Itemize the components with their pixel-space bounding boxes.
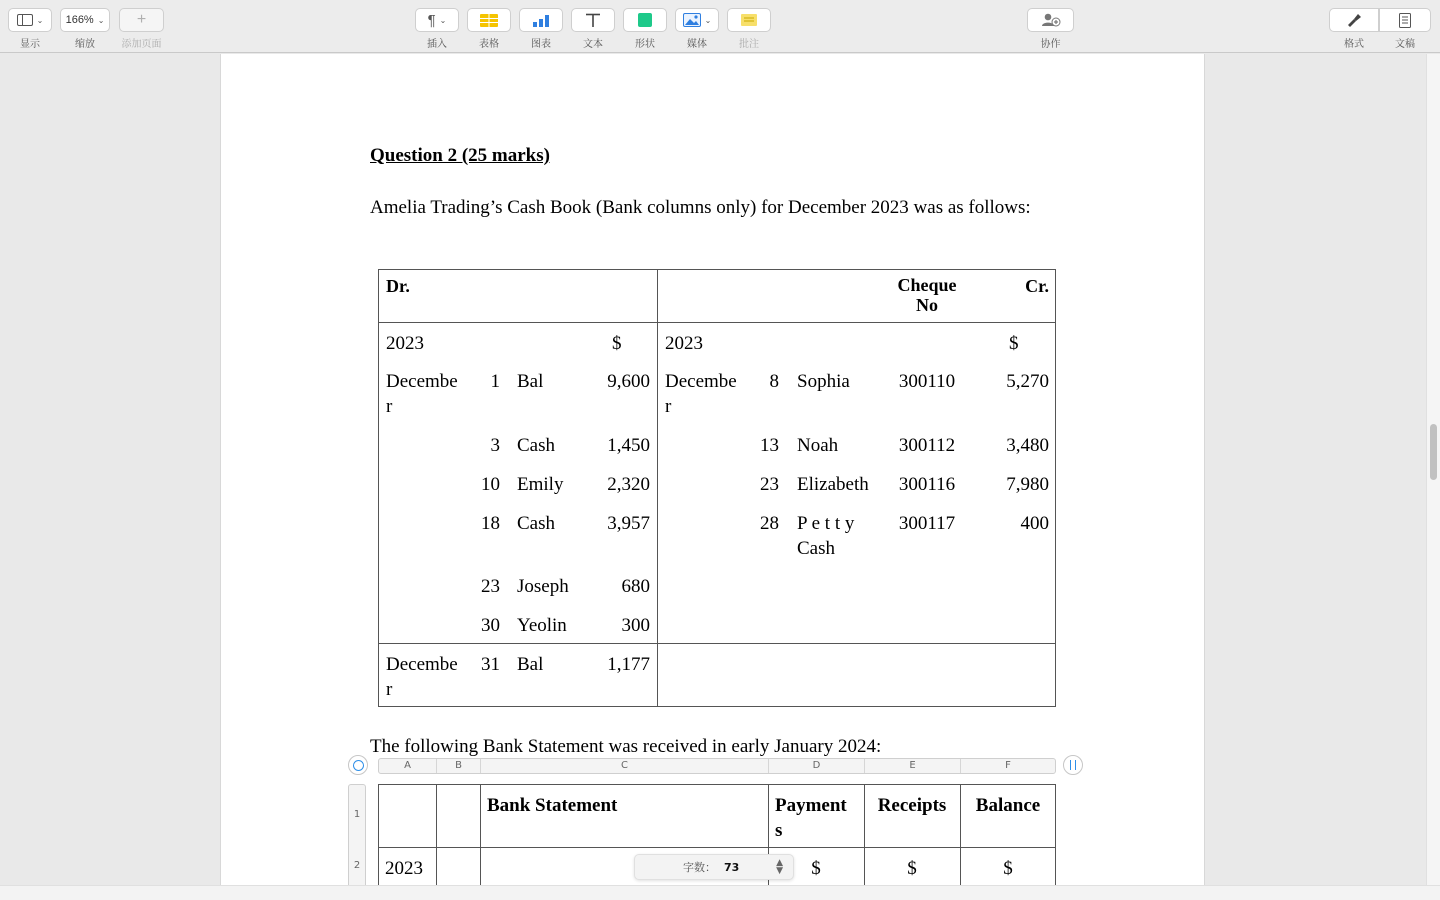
table-group: [467, 8, 511, 50]
text-button[interactable]: [571, 8, 615, 32]
collaborate-group: [1027, 8, 1074, 50]
document-page[interactable]: [220, 54, 1205, 885]
cr-month-wrap: r: [665, 396, 672, 417]
dr-amount: 300: [621, 615, 650, 636]
dr-currency: $: [612, 333, 622, 354]
dr-month-wrap: r: [386, 396, 393, 417]
text-label: 文本: [583, 39, 603, 50]
cr-currency: $: [1009, 333, 1019, 354]
word-count-popup[interactable]: [634, 854, 794, 880]
cr-cheque: 300110: [898, 371, 956, 392]
view-button[interactable]: [8, 8, 52, 32]
payments-currency[interactable]: $: [811, 858, 821, 879]
dr-day: 30: [481, 615, 500, 636]
paintbrush-icon: [1346, 13, 1362, 27]
document-label: 文稿: [1395, 39, 1415, 50]
insert-group: [415, 8, 459, 50]
dr-day: 23: [481, 576, 500, 597]
question-title: Question 2 (25 marks): [370, 145, 550, 166]
cr-amount: 7,980: [1006, 474, 1049, 495]
cr-desc: Sophia: [797, 371, 850, 392]
comment-button[interactable]: [727, 8, 771, 32]
insert-label: 插入: [427, 39, 447, 50]
cr-cheque: 300117: [898, 513, 956, 534]
shape-button[interactable]: [623, 8, 667, 32]
cr-amount: 5,270: [1006, 371, 1049, 392]
intro-paragraph: Amelia Trading’s Cash Book (Bank columns only) for December 2023 was as follows:: [370, 197, 1031, 218]
document-icon: [1399, 13, 1411, 28]
dr-month: Decembe: [386, 371, 458, 392]
cr-month: Decembe: [665, 371, 737, 392]
word-count-value: 73: [724, 860, 740, 874]
add-page-label: 添加页面: [121, 39, 162, 50]
chevron-down-icon: ⌄: [97, 15, 105, 25]
table-button[interactable]: [467, 8, 511, 32]
closing-day: 31: [481, 654, 500, 675]
sidebar-icon: [17, 14, 33, 26]
comment-label: 批注: [739, 39, 759, 50]
table-divider: [480, 784, 481, 885]
column-header-d[interactable]: D: [769, 759, 865, 773]
row-header-1[interactable]: 1: [353, 809, 361, 820]
document-button[interactable]: [1379, 8, 1431, 32]
paragraph-icon: ¶: [427, 11, 436, 29]
pause-icon: [1070, 760, 1076, 770]
cr-cheque: 300116: [898, 474, 956, 495]
no-label: No: [916, 295, 938, 315]
comment-group: [727, 8, 771, 50]
dr-day: 3: [490, 435, 500, 456]
media-button[interactable]: [675, 8, 719, 32]
dr-desc: Cash: [517, 435, 555, 456]
image-icon: [683, 13, 701, 27]
dr-amount: 3,957: [607, 513, 650, 534]
bank-statement-header[interactable]: Bank Statement: [487, 795, 618, 816]
closing-amount: 1,177: [607, 654, 650, 675]
table-label: 表格: [479, 39, 499, 50]
table-divider: [379, 322, 1055, 323]
chart-button[interactable]: [519, 8, 563, 32]
table-divider: [436, 784, 437, 885]
table-icon: [480, 14, 498, 27]
chevron-down-icon: ⌄: [36, 15, 44, 25]
cheque-label: Cheque: [897, 275, 957, 295]
shape-label: 形状: [635, 39, 655, 50]
dr-amount: 2,320: [607, 474, 650, 495]
cr-amount: 3,480: [1006, 435, 1049, 456]
format-group: [1329, 8, 1379, 50]
view-label: 显示: [20, 39, 40, 50]
shape-icon: [638, 13, 652, 27]
cr-desc: Noah: [797, 435, 839, 456]
document-group: [1379, 8, 1431, 50]
dr-day: 10: [481, 474, 500, 495]
cr-amount: 400: [1020, 513, 1049, 534]
collaborate-button[interactable]: [1027, 8, 1074, 32]
column-header-f[interactable]: F: [1005, 760, 1011, 771]
column-header-b[interactable]: B: [437, 759, 481, 773]
shape-group: [623, 8, 667, 50]
add-page-group: [119, 8, 164, 50]
closing-month: Decembe: [386, 654, 458, 675]
comment-icon: [741, 14, 757, 26]
payments-header[interactable]: Payment: [775, 795, 847, 816]
vertical-scrollbar[interactable]: [1426, 54, 1440, 885]
media-label: 媒体: [687, 39, 707, 50]
dr-day: 1: [490, 371, 500, 392]
add-page-button[interactable]: [119, 8, 164, 32]
table-divider: [379, 643, 1055, 644]
balance-header[interactable]: Balance: [975, 795, 1041, 816]
stepper-icon[interactable]: ▲ ▼: [776, 858, 783, 876]
dr-amount: 1,450: [607, 435, 650, 456]
cheque-no-header: [887, 275, 967, 315]
insert-button[interactable]: [415, 8, 459, 32]
text-group: [571, 8, 615, 50]
zoom-label: 缩放: [75, 39, 95, 50]
collaborate-icon: [1041, 13, 1061, 27]
cr-day: 23: [760, 474, 779, 495]
cash-book-table[interactable]: [378, 269, 1056, 707]
zoom-group: [60, 8, 110, 50]
balance-currency[interactable]: $: [1003, 858, 1013, 879]
dr-day: 18: [481, 513, 500, 534]
column-header-c[interactable]: C: [481, 759, 769, 773]
row-header-2[interactable]: 2: [353, 860, 361, 871]
chart-label: 图表: [531, 39, 551, 50]
closing-month-wrap: r: [386, 679, 393, 700]
plus-icon: +: [136, 11, 147, 28]
zoom-select[interactable]: [60, 8, 110, 32]
statement-intro: The following Bank Statement was received in early January 2024:: [370, 736, 882, 757]
cr-cheque: 300112: [898, 435, 956, 456]
table-select-handle[interactable]: [348, 755, 368, 775]
format-button[interactable]: [1329, 8, 1379, 32]
dr-amount: 680: [621, 576, 650, 597]
text-icon: [585, 13, 601, 28]
collaborate-label: 协作: [1040, 39, 1061, 50]
dr-desc: Yeolin: [517, 615, 567, 636]
horizontal-scrollbar[interactable]: [0, 885, 1440, 900]
cr-label: Cr.: [1025, 276, 1049, 296]
cr-day: 8: [769, 371, 779, 392]
chevron-down-icon: ⌄: [704, 15, 712, 25]
zoom-value: 166%: [65, 14, 94, 26]
column-header-bar[interactable]: [378, 758, 1056, 774]
cr-desc: Elizabeth: [797, 474, 869, 495]
format-label: 格式: [1344, 39, 1364, 50]
chevron-down-icon: ⌄: [439, 15, 447, 25]
dr-desc: Emily: [517, 474, 564, 495]
column-header-a[interactable]: A: [379, 759, 437, 773]
payments-header-wrap: s: [775, 820, 783, 841]
document-canvas[interactable]: [0, 54, 1426, 885]
circle-icon: [353, 760, 364, 771]
dr-label: Dr.: [386, 276, 410, 296]
chart-group: [519, 8, 563, 50]
word-count-label: 字数：: [683, 861, 716, 874]
view-group: [8, 8, 52, 50]
cr-day: 13: [760, 435, 779, 456]
chart-icon: [532, 14, 550, 27]
cr-day: 28: [760, 513, 779, 534]
dr-year: 2023: [386, 333, 424, 354]
year-cell[interactable]: 2023: [385, 858, 423, 879]
receipts-currency[interactable]: $: [907, 858, 917, 879]
table-divider: [378, 784, 379, 885]
toolbar: [0, 0, 1440, 53]
dr-desc: Cash: [517, 513, 555, 534]
column-resize-handle[interactable]: [1063, 755, 1083, 775]
cr-year: 2023: [665, 333, 703, 354]
receipts-header[interactable]: Receipts: [877, 795, 947, 816]
column-header-e[interactable]: E: [865, 759, 961, 773]
dr-amount: 9,600: [607, 371, 650, 392]
table-divider: [657, 270, 658, 706]
media-group: [675, 8, 719, 50]
cr-desc-wrap: Cash: [797, 538, 835, 559]
dr-desc: Bal: [517, 371, 544, 392]
row-header-bar[interactable]: [348, 784, 366, 885]
dr-desc: Joseph: [517, 576, 569, 597]
closing-desc: Bal: [517, 654, 544, 675]
scroll-thumb[interactable]: [1430, 424, 1437, 480]
cr-desc: P e t t y: [797, 513, 855, 534]
